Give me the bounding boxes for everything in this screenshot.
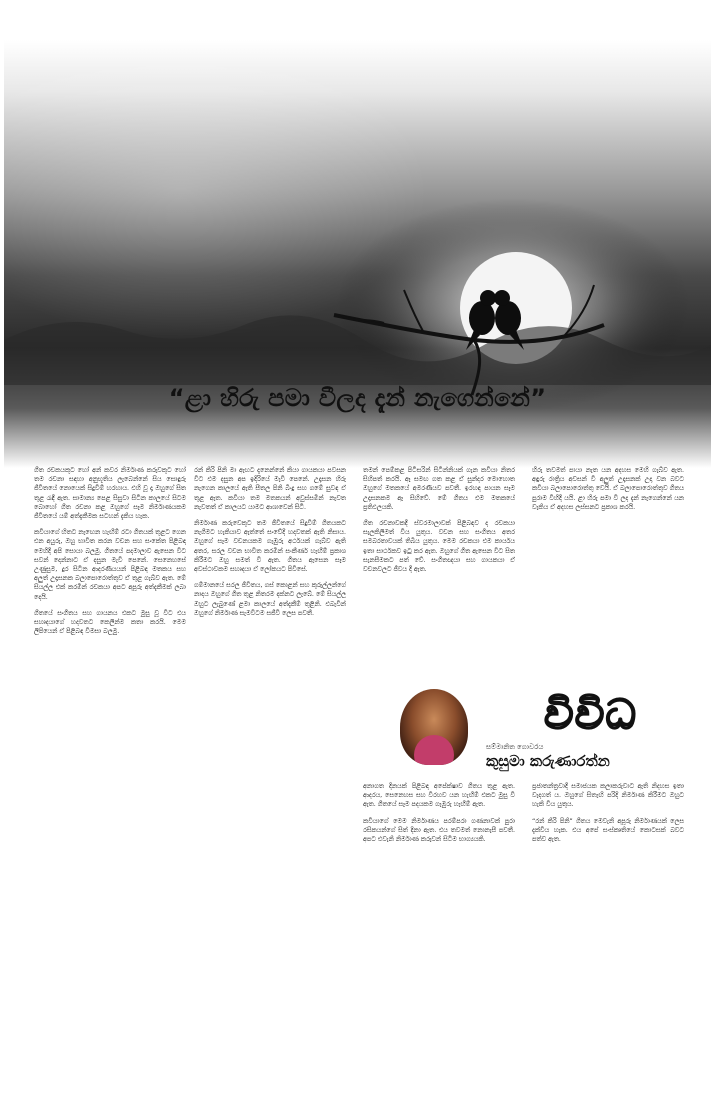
paragraph: තමන් පෙම්කළ පිටිසරින් සිටින්නියක් ගැන කවියා නිතර සිහිපත් කරයි. ඈ සමඟ ගත කළ ඒ සුන්දර මොහොත ඔහුගේ මතකයේ අමරණීයව පවතී. ඉරහඳ පායන සෑම උදෑසනකම ඈ සිහිවේ. මේ ගීතය එම මතකයේ ප්‍රතිඵලයකි.	[363, 466, 515, 511]
feature-logo: විවිධ	[544, 692, 638, 738]
paragraph: ප්‍රජාතන්ත්‍රවාදී සමාජයක කලාකරුවාට ඇති නිදහස ඉතා වැදගත් ය. ඔහුගේ සිතැඟි පරිදි නිර්මාණ කිරීමට ඔහුට හැකි විය යුතුය.	[532, 782, 684, 809]
paragraph: ගීතයේ සංගීතය සහ ගායනය එකට මුසු වූ විට එය සහෘදයාගේ හදවතට කෙලින්ම කතා කරයි. මෙම ලිපියෙන් ඒ පිළිබඳ විමසා බලමු.	[34, 608, 186, 636]
article-column-4	[532, 466, 684, 676]
article-column-6	[532, 782, 684, 1086]
author-role: සම්මානිත ගොවරය	[486, 743, 544, 751]
paragraph: ගම්මානයේ සරල ජීවිතය, ගස් කොළන් සහ කුරුල්ලන්ගේ නාදය ඔහුගේ ගීත තුළ නිතරම දක්නට ලැබේ. මේ සියල්ල ඔහුට ලැබුණේ ළමා කාලයේ අත්දැකීම් තුළිනි. එබැවින් ඔහුගේ නිර්මාණ සැමවිටම සජීවී ලෙස පවතී.	[194, 581, 346, 617]
paragraph: රන් කිරි පිනි මා ඇඟට දැනෙන්නේ කියා ගායකයා පවසන විට එම දසුන අප ඉදිරියේ මැවී පෙනේ. උදෑසන හිරු නැගෙන කාලයේ ඇති සීතල පිනි බිංදු සහ ගමේ සුවඳ ඒ තුළ ඇත. කවියා තම මතකයන් අවුස්සමින් නැවත නැවතත් ඒ කාලයට යාමට ආශාවෙන් සිටී.	[194, 466, 346, 511]
author-name: කුසුමා කරුණාරත්න	[486, 752, 610, 770]
article-column-2	[194, 466, 346, 1086]
paragraph: කවියාගේ හිතට නැඟෙන හැඟීම් රටා ගීතයක් තුළට ගෙන එන අයුරු, ඔහු භාවිත කරන වචන සහ සංකේත පිළිබඳ මෙහිදී අපි සොයා බලමු. ගීතයේ පදමාලාව ඇසෙන විට සවන් දෙන්නාට ඒ දසුන මැවී පෙනේ. සෙනෙහසේ උණුසුම, දුර සිටින ආදරණීයයන් පිළිබඳ මතකය සහ අලුත් උදෑසනක බලාපොරොත්තුව ඒ තුළ ගැබ්ව ඇත. මේ සියල්ල එක් කරමින් රචකයා අපට අපූරු අත්දැකීමක් ලබා දෙයි.	[34, 528, 186, 601]
feature-banner	[400, 685, 700, 775]
paragraph: හිරු තවමත් පායා නැත යන අදහස මෙහි ගැබ්ව ඇත. අඳුරු රාත්‍රිය අවසන් වී අලුත් උදෑසනක් උදා වන බවට කවියා බලාපොරොත්තු වෙයි. ඒ බලාපොරොත්තුව ගීතය පුරාම විහිදී යයි. ළා හිරු පමා වී ලද දැන් නැගෙන්නේ යන වැකිය ඒ අදහස ලස්සනට ප්‍රකාශ කරයි.	[532, 466, 684, 511]
paragraph: “රන් කිරි පිනි” ගීතය මෙවැනි අපූරු නිර්මාණයක් ලෙස දැක්විය හැක. එය අපේ සංස්කෘතියේ කොටසක් බවට පත්ව ඇත.	[532, 816, 684, 844]
article-column-1	[34, 466, 186, 1086]
paragraph: ගීත රචකයකුට හෝ අන් කවර නිර්මාණ කරුවකුට හෝ තම රචනා සඳහා අනුභූතිය ලැබෙන්නේ සිය සොඳුරු ජීවිතයේ නොයෙක් සිදුවීම් හරහාය. එහි වූ දෑ ඔහුගේ සිත තුළ රැඳී ඇත. සාමාන්‍ය පෙළ සිසුවා සිටින කාලයේ සිටම බොහෝ ගීත රචනා කළ ඔහුගේ සෑම නිර්මාණයකම ජීවිතයේ යම් අත්දැකීමක සටහන් දැකිය හැක.	[34, 466, 186, 521]
paragraph: අනාගත දිනයක් පිළිබඳ අපේක්ෂාව ගීතය තුළ ඇත. ආදරය, සෙනෙහස සහ විරහව යන හැඟීම් එකට මුසු වී ඇත. ගීතයේ සෑම පදයකම ගැඹුරු හැඟීම් ඇත.	[363, 782, 515, 809]
paragraph: කවියාගේ මෙම නිර්මාණය පරම්පරා ගණනාවක් පුරා රසිකයන්ගේ සිත් දිනා ඇත. එය තවමත් නොනැසී පවතී. අපට එවැනි නිර්මාණ කරුවන් සිටීම භාග්‍යයකි.	[363, 816, 515, 844]
article-column-3	[363, 466, 515, 676]
article-headline: “ළා හිරු පමා වීලද දැන් නැගෙන්නේ”	[168, 384, 547, 412]
author-photo	[400, 689, 468, 765]
paragraph: ගීත රචනාවකදී ස්වරමාලාවක් පිළිබඳව ද රචකයා සැලකිලිමත් විය යුතුය. වචන සහ සංගීතය අතර සමබරතාවයක් තිබිය යුතුය. මෙම රචකයා එම කාර්යය ඉතා සාර්ථකව ඉටු කර ඇත. ඔහුගේ ගීත ඇසෙන විට සිත සැනසීමකට පත් වේ. සංගීතඥයා සහ ගායකයා ඒ වචනවලට ජීවය දී ඇත.	[363, 519, 515, 574]
author-byline	[486, 743, 666, 770]
article-column-5	[363, 782, 515, 1086]
paragraph: නිර්මාණ කරුවෙකුට තම ජීවිතයේ සිදුවීම් ගීතයකට නැගීමට හැකියාව ඇත්තේ සංවේදී හදවතක් ඇති නිසාය. ඔහුගේ සෑම වචනයකම ගැඹුරු අර්ථයක් ගැබ්ව ඇති අතර, සරල වචන භාවිත කරමින් සංකීර්ණ හැඟීම් ප්‍රකාශ කිරීමට ඔහු සමත් වී ඇත. ගීතය ඇසෙන සෑම අවස්ථාවකම සහෘදයා ඒ ලෝකයට පිවිසේ.	[194, 519, 346, 574]
